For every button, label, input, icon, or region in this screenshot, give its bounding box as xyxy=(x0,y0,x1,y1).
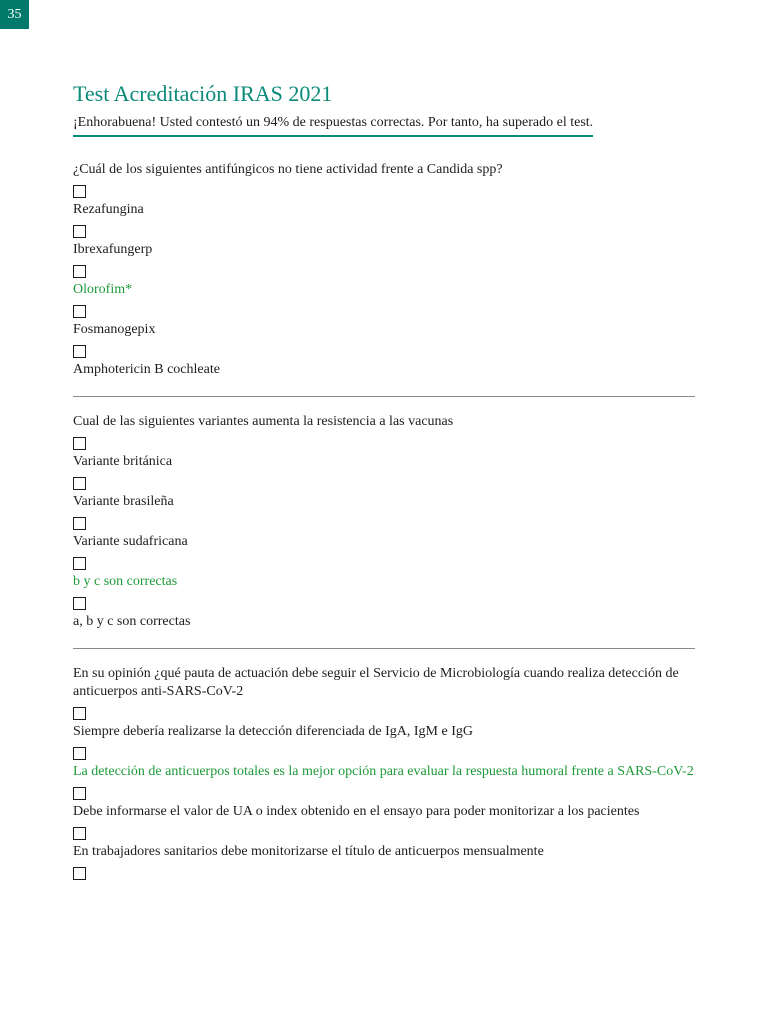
option-1-d[interactable] xyxy=(73,305,695,339)
option-3-b[interactable] xyxy=(73,747,695,781)
checkbox[interactable] xyxy=(73,827,86,840)
option-label: Amphotericin B cochleate xyxy=(73,362,220,377)
test-content xyxy=(73,80,695,883)
question-3 xyxy=(73,665,695,880)
test-title: Test Acreditación IRAS 2021 xyxy=(73,81,333,106)
checkbox[interactable] xyxy=(73,707,86,720)
option-label-correct: b y c son correctas xyxy=(73,574,178,589)
option-2-c[interactable] xyxy=(73,517,695,551)
checkbox[interactable] xyxy=(73,517,86,530)
question-1 xyxy=(73,161,695,379)
option-label: Siempre debería realizarse la detección diferenciada de IgA, IgM e IgG xyxy=(73,724,473,739)
option-3-d[interactable] xyxy=(73,827,695,861)
question-2 xyxy=(73,413,695,631)
question-divider xyxy=(73,396,695,397)
result-message: ¡Enhorabuena! Usted contestó un 94% de respuestas correctas. Por tanto, ha superado el test. xyxy=(73,113,593,137)
option-label: Debe informarse el valor de UA o index obtenido en el ensayo para poder monitorizar a los pacientes xyxy=(73,804,640,819)
checkbox[interactable] xyxy=(73,225,86,238)
option-3-c[interactable] xyxy=(73,787,695,821)
checkbox[interactable] xyxy=(73,305,86,318)
checkbox[interactable] xyxy=(73,185,86,198)
question-divider xyxy=(73,648,695,649)
option-label: Rezafungina xyxy=(73,202,144,217)
page-number-badge: 35 xyxy=(0,0,29,29)
option-label: En trabajadores sanitarios debe monitorizarse el título de anticuerpos mensualmente xyxy=(73,844,544,859)
option-label: Ibrexafungerp xyxy=(73,242,153,257)
option-2-d[interactable] xyxy=(73,557,695,591)
option-label: Variante británica xyxy=(73,454,173,469)
question-text: Cual de las siguientes variantes aumenta la resistencia a las vacunas xyxy=(73,414,454,429)
checkbox[interactable] xyxy=(73,787,86,800)
option-1-c[interactable] xyxy=(73,265,695,299)
option-3-e[interactable] xyxy=(73,867,695,880)
option-label: a, b y c son correctas xyxy=(73,614,191,629)
option-label: Variante brasileña xyxy=(73,494,174,509)
option-2-a[interactable] xyxy=(73,437,695,471)
option-1-a[interactable] xyxy=(73,185,695,219)
option-2-b[interactable] xyxy=(73,477,695,511)
option-label-correct: La detección de anticuerpos totales es la mejor opción para evaluar la respuesta humoral frente a SARS-CoV-2 xyxy=(73,764,694,779)
option-label: Fosmanogepix xyxy=(73,322,156,337)
checkbox[interactable] xyxy=(73,867,86,880)
checkbox[interactable] xyxy=(73,747,86,760)
checkbox[interactable] xyxy=(73,437,86,450)
option-1-b[interactable] xyxy=(73,225,695,259)
question-text: En su opinión ¿qué pauta de actuación debe seguir el Servicio de Microbiología cuando realiza detección de anticuerpos anti-SARS-CoV-2 xyxy=(73,666,679,699)
option-3-a[interactable] xyxy=(73,707,695,741)
option-label-correct: Olorofim* xyxy=(73,282,133,297)
option-1-e[interactable] xyxy=(73,345,695,379)
option-label: Variante sudafricana xyxy=(73,534,188,549)
checkbox[interactable] xyxy=(73,265,86,278)
checkbox[interactable] xyxy=(73,597,86,610)
question-text: ¿Cuál de los siguientes antifúngicos no tiene actividad frente a Candida spp? xyxy=(73,162,503,177)
option-2-e[interactable] xyxy=(73,597,695,631)
checkbox[interactable] xyxy=(73,477,86,490)
checkbox[interactable] xyxy=(73,345,86,358)
checkbox[interactable] xyxy=(73,557,86,570)
